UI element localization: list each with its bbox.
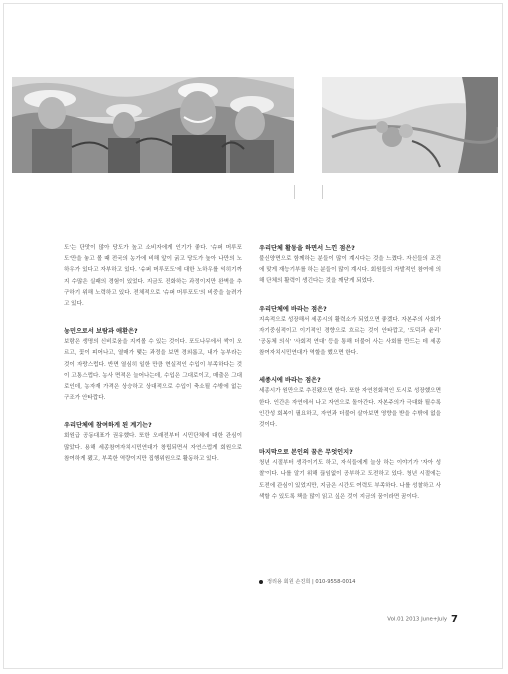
qa-section <box>259 375 441 431</box>
page-number: 7 <box>451 614 458 625</box>
qa-section <box>259 447 441 503</box>
grapevine-photo-illustration <box>322 77 498 173</box>
qa-section <box>259 304 441 360</box>
question-heading: 우리단체에 바라는 점은? <box>259 305 327 313</box>
credit-text: 정리용 회원 손진희 | 010-9558-0014 <box>267 579 356 585</box>
answer-paragraph: 회원급 공동대표가 권유했다. 또한 오래전부터 시민단체에 대한 관심이 많았다. 용해 세종참여자치시민연대가 창립되면서 자연스럽게 회원으로 참여하게 됐고, 부족한 역량이지만 집행위원으로 활동하고 있다. <box>64 433 242 462</box>
left-text-column <box>64 243 242 465</box>
farmers-photo <box>12 77 294 173</box>
answer-paragraph: 청년 시절부터 생각이기도 하고, 자식들에게 늘상 하는 이야기가 '자아 성찰'이다. 나를 알기 위해 끊임없이 공부하고 도전하고 있다. 청년 시절에는 도전에 관심이 있었지만, 지금은 시간도 여력도 부족하다. 나를 성찰하고 사색할 수 있도록 책을 많이 읽고 싶은 것이 지금의 꿈이라면 꿈이다. <box>259 460 441 500</box>
interview-credit <box>259 578 355 585</box>
question-heading: 우리단체에 참여하게 된 계기는? <box>64 422 152 430</box>
answer-paragraph: 세종시가 원만으로 추진됐으면 한다. 또한 자연친화적인 도시로 성장했으면 한다. 인간은 자연에서 나고 자연으로 돌아간다. 자본주의가 극대화 될수록 인간성 회복이 필요하고, 자연과 더불어 살아보면 영향을 받을 수밖에 없을 것이다. <box>259 388 441 429</box>
answer-paragraph: 불신양면으로 함께하는 분들이 많이 계시다는 것을 느꼈다. 자신들의 조건에 맞게 재능기부를 하는 분들이 많이 계시다. 회원들의 자발적인 참여에 의해 단체의 활력이 생긴다는 것을 깨닫게 되었다. <box>259 256 441 285</box>
bullet-icon <box>259 580 263 584</box>
page-footer <box>387 609 458 628</box>
question-heading: 세종시에 바라는 점은? <box>259 377 321 385</box>
divider-tick <box>322 185 323 199</box>
question-heading: 우리단체 활동을 하면서 느낀 점은? <box>259 245 355 252</box>
right-text-column <box>259 243 441 503</box>
divider-tick <box>294 185 295 199</box>
intro-paragraph: 도'는 단맛이 많아 당도가 높고 소비자에게 인기가 좋다. '슈퍼 머루포도'만을 놓고 볼 때 전국의 농가에 비해 앞이 굵고 당도가 높아 나만의 노하우가 있다고 자부하고 있다. '슈퍼 머루포도'에 대한 노하우를 익히기까지 수많은 실패의 경험이 있었다. 지금도 진화하는 과정이지만 완벽을 추구하기 위해 노력하고 있다. 전체적으로 '슈퍼 머루포도'의 비중을 늘려가고 있다. <box>64 245 242 308</box>
grapevine-photo <box>322 77 498 173</box>
question-heading: 마지막으로 본인의 꿈은 무엇인지? <box>259 449 353 457</box>
answer-paragraph: 지속적으로 성장해서 세종시의 활력소가 되었으면 좋겠다. 자본주의 사회가 자기중심적이고 이기적인 경향으로 흐르는 것이 안타깝고, '도덕과 윤리' '공동체 의식' '사회적 연대' 등을 통해 더불어 사는 사회를 만드는 데 세종참여자치시민연대가 역할을 했으면 한다. <box>259 316 441 357</box>
issue-volume: Vol.01 2013 June+July <box>387 616 448 623</box>
question-heading: 농민으로서 보람과 애환은? <box>64 328 138 336</box>
answer-paragraph: 보람은 생명의 신비로움을 지켜볼 수 있는 것이다. 포도나무에서 싹이 오르고, 꽃이 피어나고, 열매가 맺는 과정을 보면 경외롭고, 내가 농부라는 것이 자랑스럽다. 반면 열심히 일한 만큼 현실적인 수입이 부족하다는 것이 고통스럽다. 농사 면적은 늘어나는데, 수입은 그대로이고, 매출은 그대로인데, 농자재 가격은 상승하고 상대적으로 수입이 축소될 수밖에 없는 구조가 안타깝다. <box>64 339 242 402</box>
qa-section <box>64 326 242 404</box>
qa-section <box>64 420 242 465</box>
farmers-photo-illustration <box>12 77 294 173</box>
qa-section <box>259 243 441 288</box>
